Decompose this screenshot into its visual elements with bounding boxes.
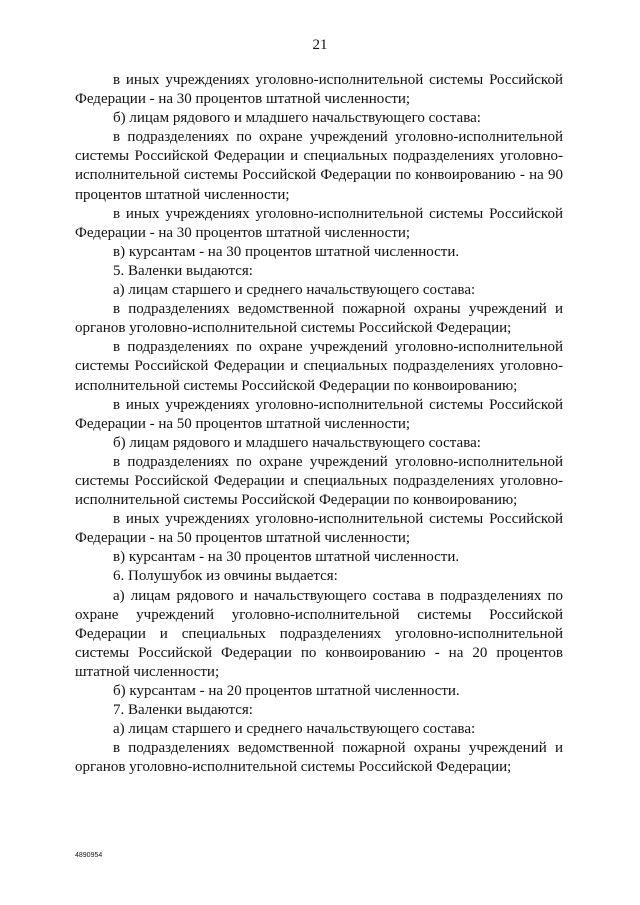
paragraph: б) лицам рядового и младшего начальствующего состава:: [113, 434, 481, 451]
paragraph: в) курсантам - на 30 процентов штатной численности.: [113, 243, 460, 260]
paragraph: в подразделениях ведомственной пожарной охраны учреждений и органов уголовно-исполнительной системы Российской Федерации;: [75, 740, 563, 776]
body-text: [75, 71, 563, 777]
section-heading: 7. Валенки выдаются:: [113, 702, 253, 719]
paragraph: в иных учреждениях уголовно-исполнительной системы Российской Федерации - на 50 процентов штатной численности;: [75, 396, 563, 432]
paragraph: в иных учреждениях уголовно-исполнительной системы Российской Федерации - на 30 процентов штатной численности;: [75, 205, 563, 241]
document-code: 4890954: [75, 852, 103, 859]
paragraph: б) лицам рядового и младшего начальствующего состава:: [113, 110, 481, 127]
paragraph: в подразделениях по охране учреждений уголовно-исполнительной системы Российской Федерации и специальных подразделениях уголовно-исполнительной системы Российской Федерации по конвоированию - на 90 процентов штатной численности;: [75, 129, 563, 203]
paragraph: в иных учреждениях уголовно-исполнительной системы Российской Федерации - на 50 процентов штатной численности;: [75, 511, 563, 547]
paragraph: а) лицам старшего и среднего начальствующего состава:: [113, 721, 476, 738]
paragraph: а) лицам рядового и начальствующего состава в подразделениях по охране учреждений уголовно-исполнительной системы Российской Федерации и специальных подразделениях уголовно-исполнительной системы Российской Федерации по конвоированию - на 20 процентов штатной численности;: [75, 587, 563, 680]
paragraph: в) курсантам - на 30 процентов штатной численности.: [113, 549, 460, 566]
paragraph: б) курсантам - на 20 процентов штатной численности.: [113, 683, 460, 699]
paragraph: в иных учреждениях уголовно-исполнительной системы Российской Федерации - на 30 процентов штатной численности;: [75, 72, 563, 108]
paragraph: в подразделениях по охране учреждений уголовно-исполнительной системы Российской Федерации и специальных подразделениях уголовно-исполнительной системы Российской Федерации по конвоированию;: [75, 339, 563, 394]
paragraph: в подразделениях ведомственной пожарной охраны учреждений и органов уголовно-исполнительной системы Российской Федерации;: [75, 301, 563, 337]
paragraph: а) лицам старшего и среднего начальствующего состава:: [113, 282, 476, 299]
page-number: 21: [312, 37, 328, 53]
section-heading: 6. Полушубок из овчины выдается:: [113, 568, 338, 585]
paragraph: в подразделениях по охране учреждений уголовно-исполнительной системы Российской Федерации и специальных подразделениях уголовно-исполнительной системы Российской Федерации по конвоированию;: [75, 453, 563, 509]
section-heading: 5. Валенки выдаются:: [113, 262, 253, 279]
